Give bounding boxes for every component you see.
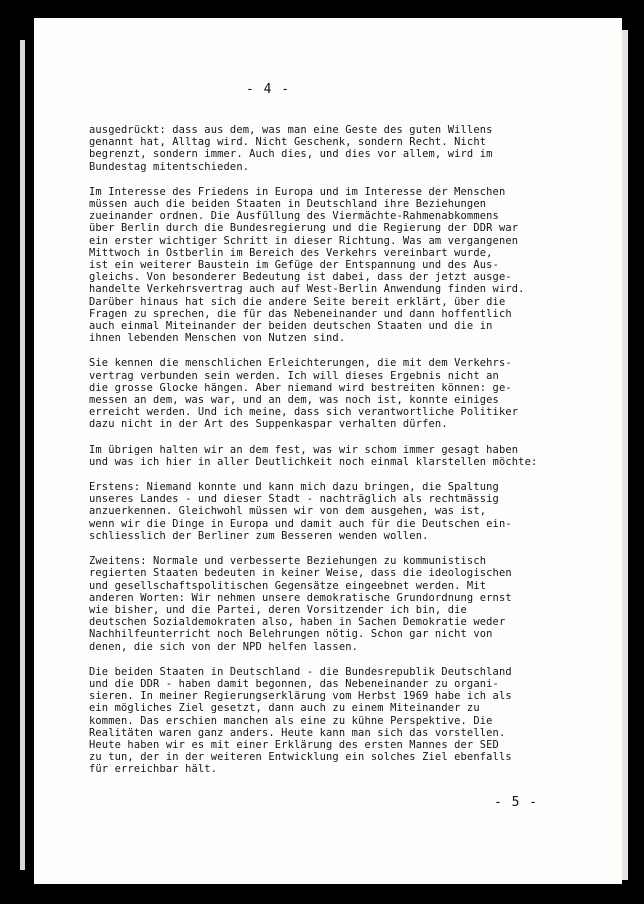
text-line: sieren. In meiner Regierungserklärung vom Herbst 1969 habe ich als — [89, 690, 512, 703]
paragraph — [89, 444, 589, 468]
text-line: begrenzt, sondern immer. Auch dies, und dies vor allem, wird im — [89, 148, 493, 161]
text-line: deutschen Sozialdemokraten also, haben in Sachen Demokratie weder — [89, 616, 506, 629]
text-line: schliesslich der Berliner zum Besseren wenden wollen. — [89, 529, 429, 542]
next-page-marker: - 5 - — [494, 795, 539, 810]
page-edge — [622, 30, 628, 880]
text-line: ihnen lebenden Menschen von Nutzen sind. — [89, 332, 346, 345]
text-line: ist ein weiterer Baustein im Gefüge der Entspannung und des Aus- — [89, 259, 499, 272]
text-line: ein mögliches Ziel gesetzt, dann auch zu einem Miteinander zu — [89, 702, 480, 715]
text-line: müssen auch die beiden Staaten in Deutschland ihre Beziehungen — [89, 198, 487, 211]
text-line: denen, die sich von der NPD helfen lassen. — [89, 640, 359, 653]
paragraph — [89, 481, 589, 542]
text-line: und die DDR - haben damit begonnen, das Nebeneinander zu organi- — [89, 677, 499, 690]
page-number: - 4 - — [246, 82, 291, 97]
text-line: Mittwoch in Ostberlin im Bereich des Verkehrs vereinbart wurde, — [89, 246, 493, 259]
text-line: dazu nicht in der Art des Suppenkaspar verhalten dürfen. — [89, 418, 448, 431]
text-line: Heute haben wir es mit einer Erklärung des ersten Mannes der SED — [89, 738, 499, 751]
text-line: anderen Worten: Wir nehmen unsere demokratische Grundordnung ernst — [89, 591, 512, 604]
body-text — [89, 124, 589, 789]
text-line: Fragen zu sprechen, die für das Nebeneinander und dann hoffentlich — [89, 307, 512, 320]
text-line: ausgedrückt: dass aus dem, was man eine Geste des guten Willens — [89, 124, 493, 136]
text-line: und was ich hier in aller Deutlichkeit noch einmal klarstellen möchte: — [89, 455, 538, 468]
text-line: Sie kennen die menschlichen Erleichterungen, die mit dem Verkehrs- — [89, 357, 512, 370]
text-line: handelte Verkehrsvertrag auch auf West-Berlin Anwendung finden wird. — [89, 283, 525, 296]
text-line: Nachhilfeunterricht noch Belehrungen nötig. Schon gar nicht von — [89, 628, 493, 641]
text-line: Bundestag mitentschieden. — [89, 160, 250, 173]
text-line: Darüber hinaus hat sich die andere Seite bereit erklärt, über die — [89, 295, 506, 308]
text-line: anzuerkennen. Gleichwohl müssen wir von dem ausgehen, was ist, — [89, 505, 487, 518]
text-line: regierten Staaten bedeuten in keiner Weise, dass die ideologischen — [89, 567, 512, 580]
text-line: und gesellschaftspolitischen Gegensätze eingeebnet werden. Mit — [89, 579, 487, 592]
text-line: unseres Landes - und dieser Stadt - nachträglich als rechtmässig — [89, 493, 499, 506]
paragraph — [89, 666, 589, 776]
text-line: wie bisher, und die Partei, deren Vorsitzender ich bin, die — [89, 603, 467, 616]
text-line: die grosse Glocke hängen. Aber niemand wird bestreiten können: ge- — [89, 381, 512, 394]
text-line: Die beiden Staaten in Deutschland - die Bundesrepublik Deutschland — [89, 665, 512, 678]
text-line: vertrag verbunden sein werden. Ich will dieses Ergebnis nicht an — [89, 369, 499, 382]
paragraph — [89, 555, 589, 653]
text-line: zueinander ordnen. Die Ausfüllung des Viermächte-Rahmenabkommens — [89, 210, 499, 223]
text-line: über Berlin durch die Bundesregierung und die Regierung der DDR war — [89, 222, 519, 235]
text-line: wenn wir die Dinge in Europa und damit auch für die Deutschen ein- — [89, 517, 512, 530]
text-line: Erstens: Niemand konnte und kann mich dazu bringen, die Spaltung — [89, 481, 499, 494]
text-line: erreicht werden. Und ich meine, dass sich verantwortliche Politiker — [89, 406, 519, 419]
text-line: zu tun, der in der weiteren Entwicklung ein solches Ziel ebenfalls — [89, 751, 512, 764]
text-line: auch einmal Miteinander der beiden deutschen Staaten und die in — [89, 320, 493, 333]
text-line: kommen. Das erschien manchen als eine zu kühne Perspektive. Die — [89, 714, 493, 727]
paragraph — [89, 357, 589, 430]
text-line: Zweitens: Normale und verbesserte Beziehungen zu kommunistisch — [89, 555, 487, 568]
paragraph — [89, 186, 589, 345]
text-line: messen an dem, was war, und an dem, was noch ist, konnte einiges — [89, 394, 499, 407]
binding-shadow — [20, 40, 25, 870]
text-line: Realitäten waren ganz anders. Heute kann man sich das vorstellen. — [89, 726, 506, 739]
text-line: gleichs. Von besonderer Bedeutung ist dabei, dass der jetzt ausge- — [89, 271, 512, 284]
paragraph — [89, 124, 589, 173]
text-line: Im Interesse des Friedens in Europa und im Interesse der Menschen — [89, 185, 506, 198]
text-line: genannt hat, Alltag wird. Nicht Geschenk, sondern Recht. Nicht — [89, 136, 487, 149]
text-line: ein erster wichtiger Schritt in dieser Richtung. Was am vergangenen — [89, 234, 519, 247]
text-line: für erreichbar hält. — [89, 763, 218, 776]
text-line: Im übrigen halten wir an dem fest, was wir schom immer gesagt haben — [89, 443, 519, 456]
